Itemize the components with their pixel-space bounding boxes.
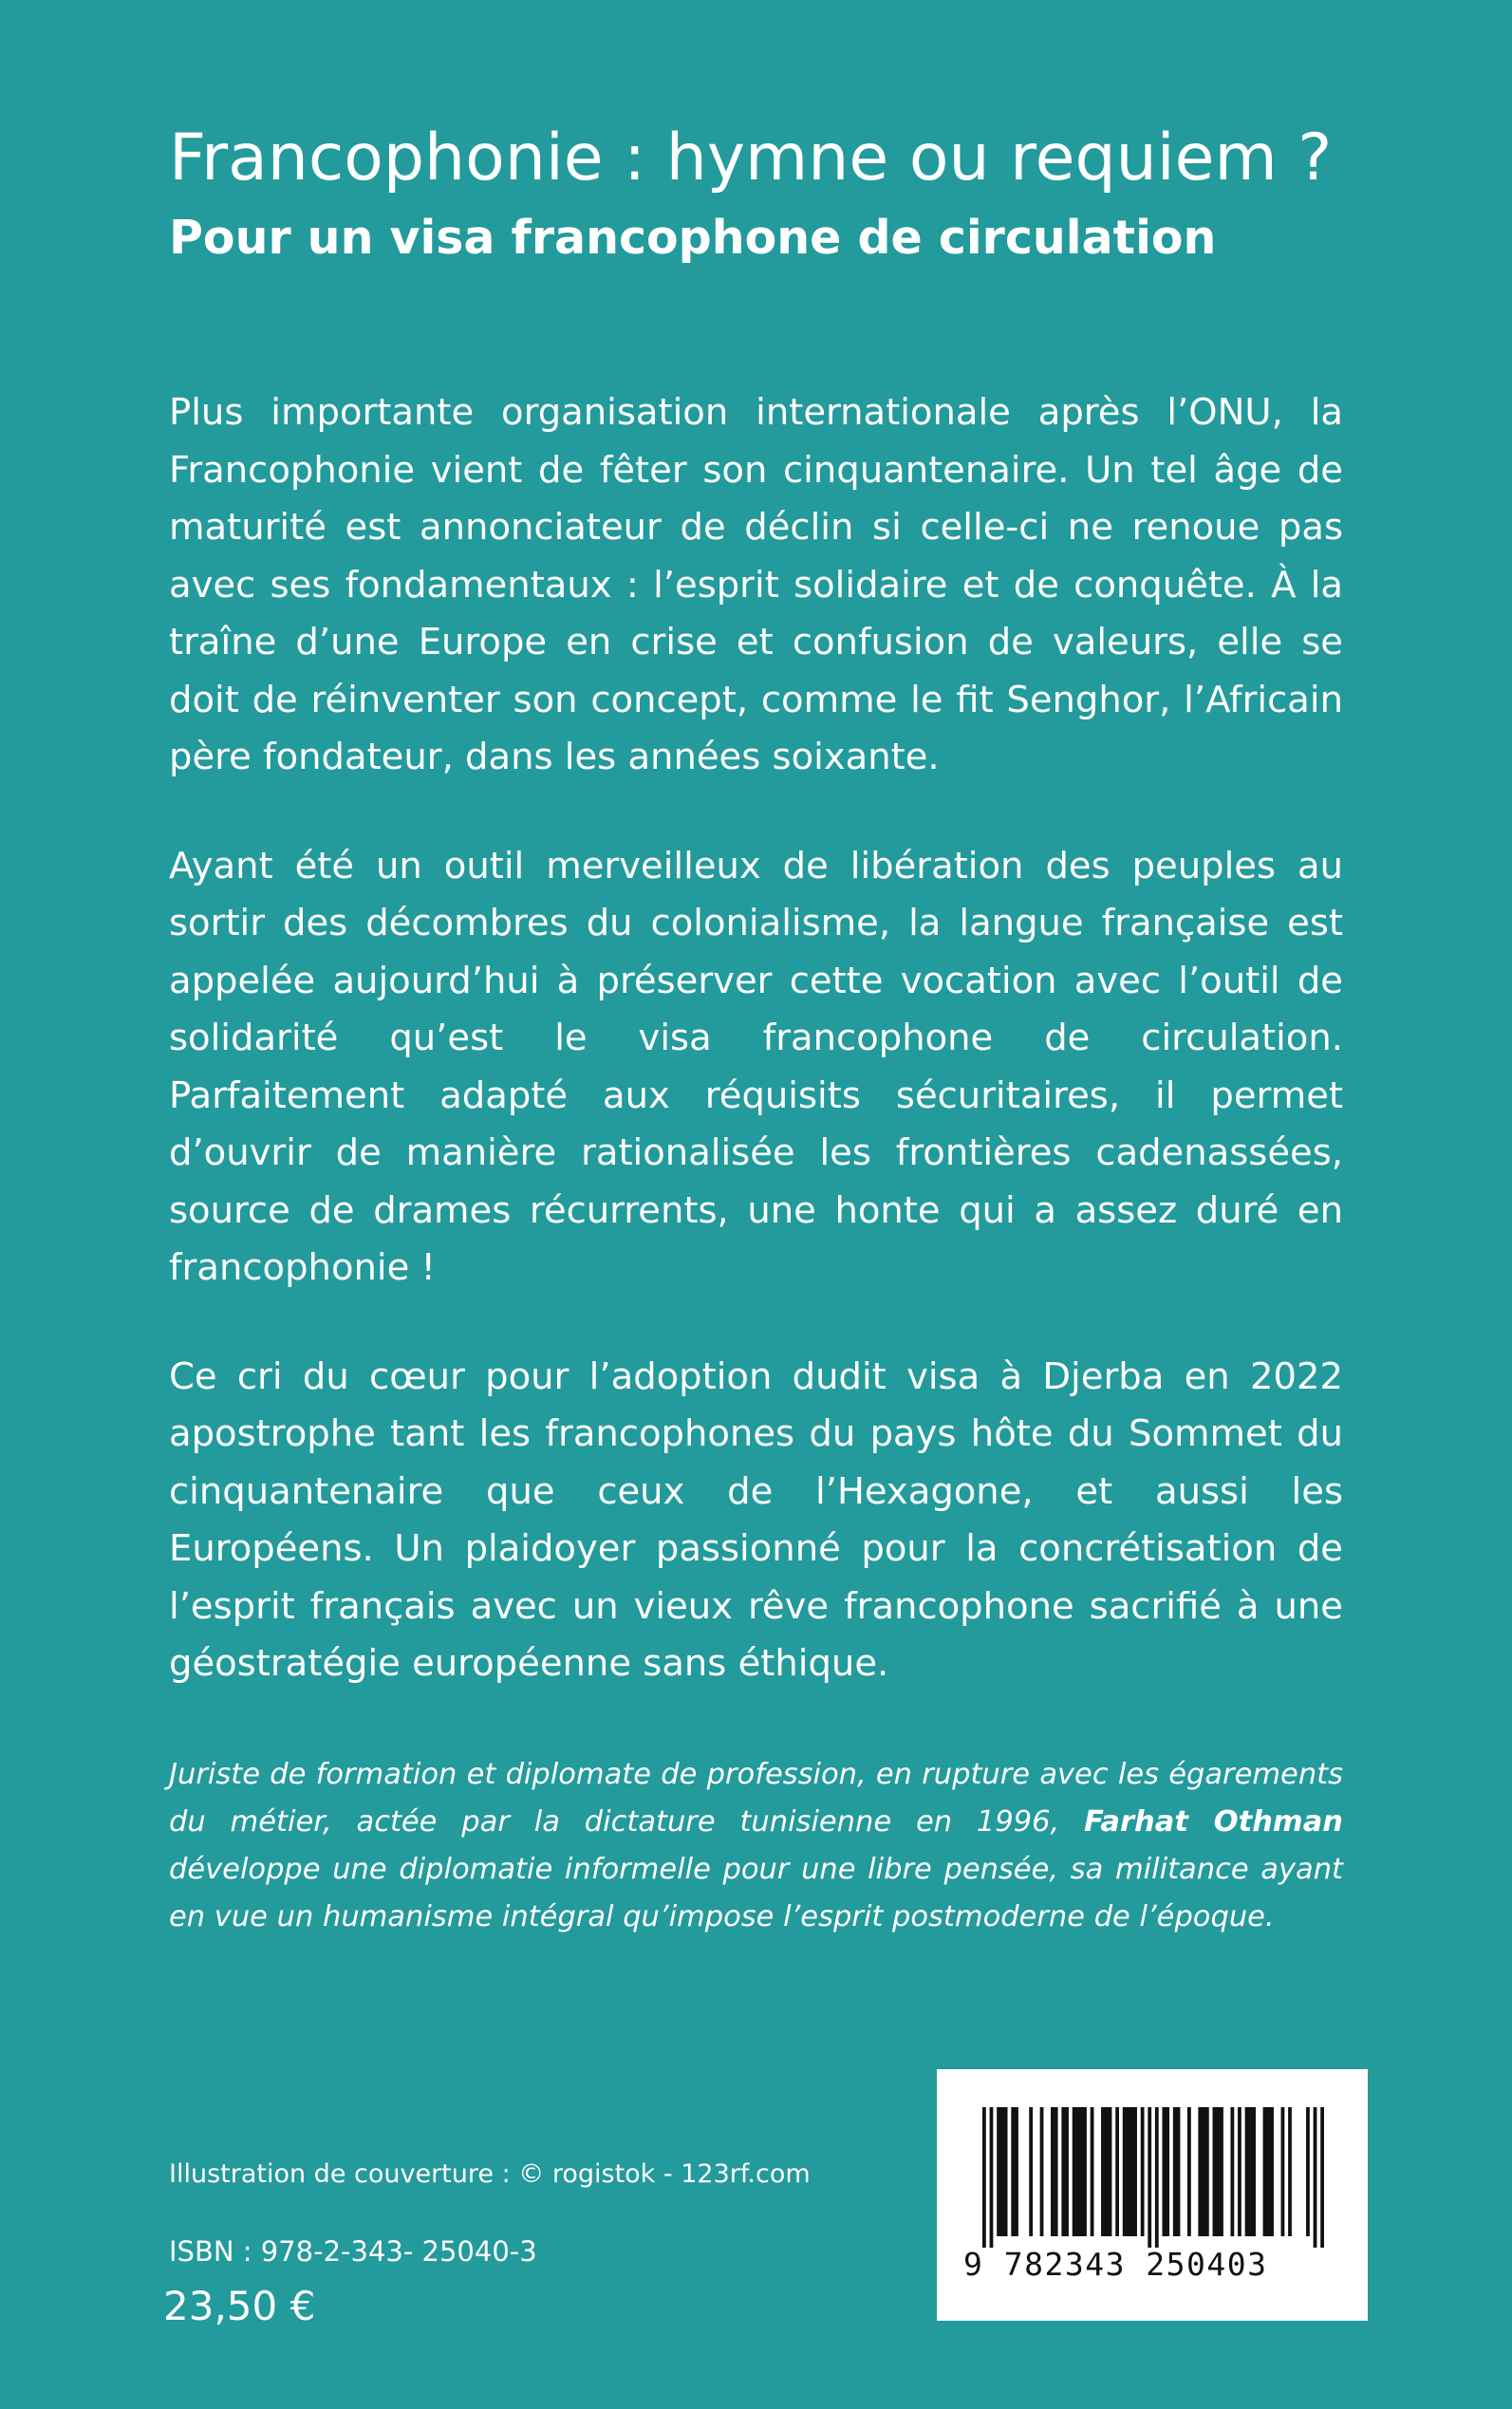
isbn: ISBN : 978-2-343- 25040-3 [169, 2235, 537, 2268]
barcode-bar [1213, 2107, 1223, 2236]
barcode-bar [982, 2107, 986, 2248]
blurb-paragraph-1: Plus importante organisation internationale après l’ONU, la Francophonie vient de fêter son cinquantenaire. Un tel âge de maturité est annonciateur de déclin si celle-ci ne renoue pas avec ses fondamentaux : l’esprit solidaire et de conquête. À la traîne d’une Europe en crise et confusion de valeurs, elle se doit de réinventer son concept, comme le fit Senghor, l’Africain père fondateur, dans les années soixante. [169, 391, 1343, 778]
barcode [982, 2107, 1324, 2248]
barcode-bar [1029, 2107, 1033, 2236]
barcode-bar [1187, 2107, 1191, 2236]
barcode-bar [1141, 2107, 1145, 2236]
blurb-paragraph-3: Ce cri du cœur pour l’adoption dudit visa à Djerba en 2022 apostrophe tant les francophones du pays hôte du Sommet du cinquantenaire que ceux de l’Hexagone, et aussi les Européens. Un plaidoyer passionné pour la concrétisation de l’esprit français avec un vieux rêve francophone sacrifié à une géostratégie européenne sans éthique. [169, 1354, 1343, 1685]
barcode-bar [1061, 2107, 1069, 2236]
barcode-bar [1123, 2107, 1137, 2236]
barcode-bar [997, 2107, 1007, 2236]
price: 23,50 € [163, 2283, 316, 2329]
barcode-bar [1306, 2107, 1310, 2236]
barcode-bar [1245, 2107, 1256, 2236]
barcode-bar [1040, 2107, 1044, 2236]
barcode-bar [1238, 2107, 1241, 2236]
barcode-bar [1314, 2107, 1317, 2248]
book-subtitle: Pour un visa francophone de circulation [169, 211, 1217, 265]
author-bio [169, 1751, 1343, 1941]
barcode-bar [1263, 2107, 1274, 2236]
author-name: Farhat Othman [1084, 1805, 1343, 1839]
barcode-bar [1091, 2107, 1094, 2236]
barcode-bar [1281, 2107, 1285, 2236]
barcode-bar [1073, 2107, 1087, 2236]
barcode-bar [1230, 2107, 1234, 2236]
blurb-paragraph-2: Ayant été un outil merveilleux de libération des peuples au sortir des décombres du colonialisme, la langue française est appelée aujourd’hui à préserver cette vocation avec l’outil de solidarité qu’est le visa francophone de circulation. Parfaitement adapté aux réquisits sécuritaires, il permet d’ouvrir de manière rationalisée les frontières cadenassées, source de drames récurrents, une honte qui a assez duré en francophonie ! [169, 844, 1343, 1289]
barcode-bar [1155, 2107, 1159, 2248]
barcode-bar [1162, 2107, 1169, 2236]
barcode-bar [1198, 2107, 1208, 2236]
book-title: Francophonie : hymne ou requiem ? [169, 121, 1333, 196]
barcode-digits: 9 782343 250403 [963, 2246, 1268, 2283]
barcode-bar [1320, 2107, 1324, 2248]
barcode-panel [937, 2069, 1368, 2321]
illustration-credit: Illustration de couverture : © rogistok - 123rf.com [169, 2159, 811, 2189]
blurb [169, 384, 1343, 1745]
barcode-bar [1148, 2107, 1151, 2248]
barcode-bar [990, 2107, 994, 2248]
author-bio-rest: développe une diplomatie informelle pour une libre pensée, sa militance ayant en vue un humanisme intégral qu’impose l’esprit postmoderne de l’époque. [169, 1853, 1343, 1933]
barcode-bar [1115, 2107, 1119, 2236]
barcode-bar [1288, 2107, 1292, 2236]
barcode-bar [1101, 2107, 1111, 2236]
barcode-bar [1173, 2107, 1181, 2236]
barcode-bar [1051, 2107, 1058, 2236]
barcode-bar [1011, 2107, 1018, 2236]
author-bio-intro: Juriste de formation et diplomate de profession, en rupture avec les égarements du métier, actée par la dictature tunisienne en 1996, [169, 1758, 1343, 1839]
